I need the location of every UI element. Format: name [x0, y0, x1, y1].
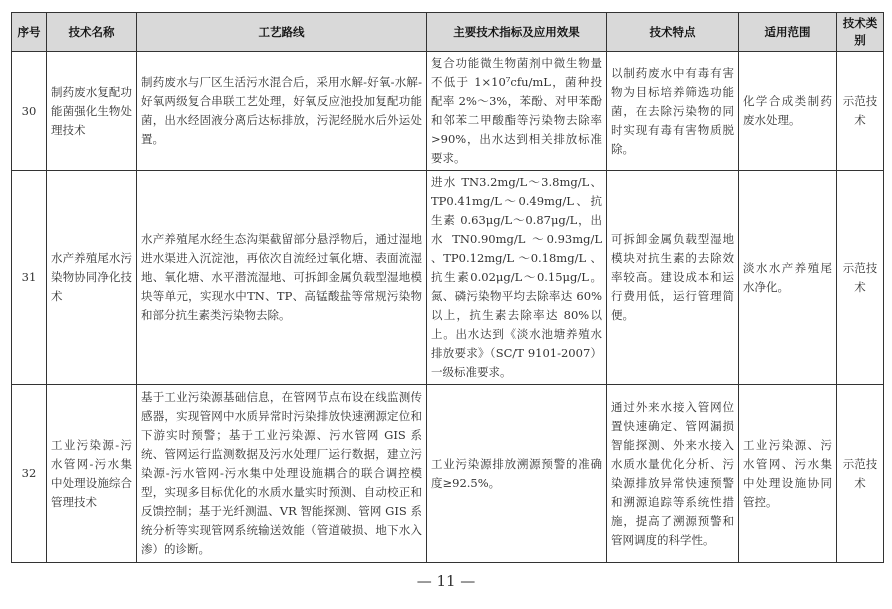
header-no: 序号	[12, 13, 47, 52]
row-indicators: 进水 TN3.2mg/L～3.8mg/L、TP0.41mg/L～0.49mg/L、抗生素 0.63μg/L～0.87μg/L，出水 TN0.90mg/L ～0.93mg/L 、TP0.12mg/L ～0.18mg/L 、抗生素0.02μg/L～0.15μg/L。氮、磷污染物平均去除率达 60%以上，抗生素去除率达 80%以上。出水达到《淡水池塘养殖水排放要求》（SC/T 9101-2007）一级标准要求。	[427, 171, 607, 385]
row-scope: 淡水水产养殖尾水净化。	[739, 171, 837, 385]
row-features: 可拆卸金属负载型湿地模块对抗生素的去除效率较高。建设成本和运行费用低，运行管理简便。	[607, 171, 739, 385]
header-name: 技术名称	[47, 13, 137, 52]
header-indicators: 主要技术指标及应用效果	[427, 13, 607, 52]
row-category: 示范技术	[837, 171, 884, 385]
row-no: 32	[12, 385, 47, 563]
header-features: 技术特点	[607, 13, 739, 52]
row-no: 31	[12, 171, 47, 385]
header-process: 工艺路线	[137, 13, 427, 52]
row-name: 水产养殖尾水污染物协同净化技术	[47, 171, 137, 385]
row-process: 水产养殖尾水经生态沟渠截留部分悬浮物后，通过湿地进水渠进入沉淀池，再依次自流经过氧化塘、表面流湿地、氧化塘、水平潜流湿地、可拆卸金属负载型湿地模块等单元，实现水中TN、TP、高锰酸盐等常规污染物和部分抗生素类污染物去除。	[137, 171, 427, 385]
header-row	[12, 13, 884, 52]
table-row	[12, 52, 884, 171]
row-category: 示范技术	[837, 385, 884, 563]
row-name: 工业污染源-污水管网-污水集中处理设施综合管理技术	[47, 385, 137, 563]
row-name: 制药废水复配功能菌强化生物处理技术	[47, 52, 137, 171]
row-process: 制药废水与厂区生活污水混合后，采用水解-好氧-水解-好氧两级复合串联工艺处理，好氧反应池投加复配功能菌，出水经固液分离后达标排放，污泥经脱水后外运处置。	[137, 52, 427, 171]
page-number: — 11 —	[416, 572, 476, 590]
header-scope: 适用范围	[739, 13, 837, 52]
table-row	[12, 171, 884, 385]
row-features: 以制药废水中有毒有害物为目标培养筛选功能菌，在去除污染物的同时实现有毒有害物质脱除。	[607, 52, 739, 171]
row-no: 30	[12, 52, 47, 171]
row-process: 基于工业污染源基础信息，在管网节点布设在线监测传感器，实现管网中水质异常时污染排放快速溯源定位和下游实时预警；基于工业污染源、污水管网 GIS 系统、管网运行监测数据及污水处理厂运行数据，建立污染源-污水管网-污水集中处理设施耦合的联合调控模型，实现多目标优化的水质水量实时预测、自动校正和反馈控制；基于光纤测温、VR 智能探测、管网 GIS 系统分析等实现管网系统输送效能（管道破损、地下水入渗）的诊断。	[137, 385, 427, 563]
row-indicators: 工业污染源排放溯源预警的准确度≥92.5%。	[427, 385, 607, 563]
table-row	[12, 385, 884, 563]
row-scope: 工业污染源、污水管网、污水集中处理设施协同管控。	[739, 385, 837, 563]
row-features: 通过外来水接入管网位置快速确定、管网漏损智能探测、外来水接入水质水量优化分析、污染源排放异常快速预警和溯源追踪等系统性措施，提高了溯源预警和管网调度的科学性。	[607, 385, 739, 563]
header-category: 技术类别	[837, 13, 884, 52]
technology-table	[11, 12, 884, 563]
row-scope: 化学合成类制药废水处理。	[739, 52, 837, 171]
row-category: 示范技术	[837, 52, 884, 171]
row-indicators: 复合功能微生物菌剂中微生物量不低于 1×10⁷cfu/mL，菌种投配率 2%～3%，苯酚、对甲苯酚和邻苯二甲酸酯等污染物去除率>90%，出水达到相关排放标准要求。	[427, 52, 607, 171]
